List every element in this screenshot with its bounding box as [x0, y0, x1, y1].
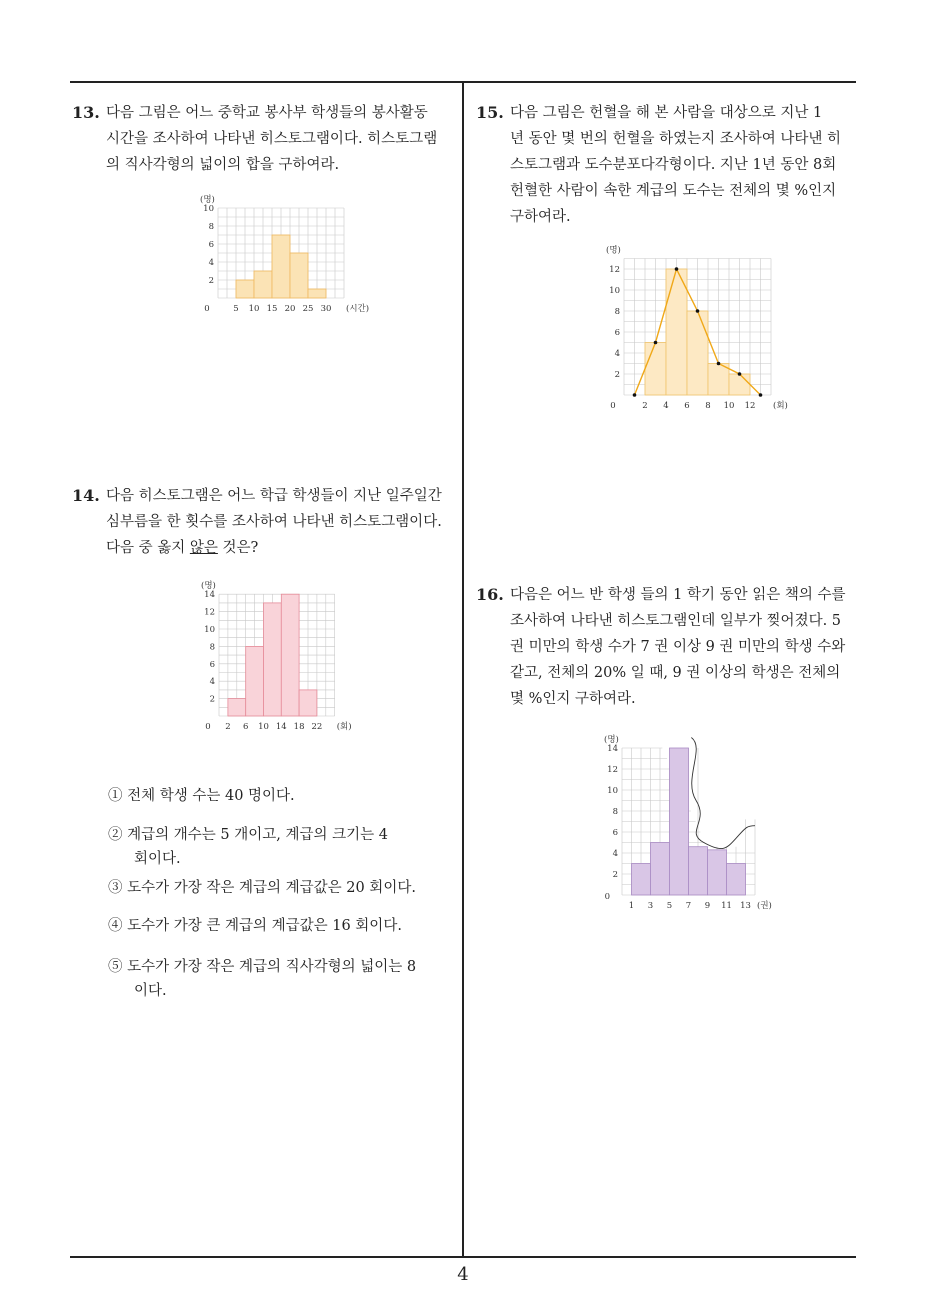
y-tick-label: 14 [204, 590, 215, 601]
y-tick-label: 2 [612, 870, 618, 880]
y-tick-label: 2 [208, 276, 214, 286]
histogram-bar [290, 253, 308, 298]
histogram-bar [708, 364, 729, 396]
x-tick-label: 10 [723, 401, 735, 411]
x-tick-label: 3 [647, 901, 654, 911]
x-tick-label: 1 [628, 901, 635, 911]
q15-histogram-polygon [590, 240, 790, 420]
y-tick-label: 12 [204, 607, 215, 618]
y-tick-label: 10 [609, 286, 620, 296]
histogram-bar [687, 311, 708, 395]
y-tick-label: 12 [609, 265, 620, 275]
y-tick-label: 6 [209, 659, 215, 670]
question-text: 다음 히스토그램은 어느 학급 학생들이 지난 일주일간 심부름을 한 횟수를 조사하여 나타낸 히스토그램이다. 다음 중 옳지 않은 것은? [106, 488, 442, 556]
histogram-bar [254, 271, 272, 298]
histogram-bar [236, 280, 254, 298]
y-tick-label: 8 [208, 222, 214, 232]
x-tick-label: 13 [740, 901, 751, 911]
x-tick-label: 2 [642, 401, 648, 411]
x-tick-label: 2 [225, 722, 231, 732]
x-tick-label: 14 [275, 722, 287, 732]
y-tick-label: 4 [612, 849, 618, 859]
option-1[interactable]: ① 전체 학생 수는 40 명이다. [108, 788, 295, 804]
polygon-point [738, 372, 742, 376]
torn-bar-remnant [708, 850, 727, 895]
y-tick-label: 10 [204, 625, 215, 635]
question-16 [476, 582, 860, 712]
histogram-bar [727, 864, 746, 896]
column-divider [462, 82, 464, 1258]
question-text: 다음은 어느 반 학생 들의 1 학기 동안 읽은 책의 수를 조사하여 나타낸 히스토그램인데 일부가 찢어졌다. 5 권 미만의 학생 수가 7 권 이상 9 권 미만의 학생 수와 같고, 전체의 20% 일 때, 9 권 이상의 학생은 전체의 몇 %인지 구하여라. [510, 587, 846, 707]
x-tick-label: 25 [302, 304, 314, 314]
x-tick-label: 4 [663, 401, 669, 411]
x-tick-label: 7 [685, 901, 692, 911]
histogram-bar [645, 343, 666, 396]
y-tick-label: 2 [614, 370, 620, 380]
x-tick-label: 22 [311, 722, 323, 732]
polygon-point [759, 393, 763, 397]
q14-histogram [195, 575, 385, 740]
x-tick-label: 6 [242, 722, 249, 732]
histogram-bar [299, 690, 317, 716]
polygon-point [717, 362, 721, 366]
option-4[interactable]: ④ 도수가 가장 큰 계급의 계급값은 16 회이다. [108, 918, 402, 934]
bottom-rule [70, 1256, 856, 1258]
x-tick-label: 0 [610, 401, 616, 411]
y-tick-label: 14 [607, 744, 618, 754]
x-tick-label: 10 [258, 722, 269, 732]
x-tick-label: 5 [666, 901, 673, 911]
x-axis-unit: (시간) [346, 304, 370, 314]
y-tick-label: 6 [612, 828, 618, 838]
q16-torn-histogram [592, 728, 792, 918]
polygon-point [675, 267, 679, 271]
y-tick-label: 4 [208, 258, 214, 268]
option-3[interactable]: ③ 도수가 가장 작은 계급의 계급값은 20 회이다. [108, 880, 416, 896]
x-tick-label: 10 [248, 304, 260, 314]
y-tick-label: 8 [614, 307, 620, 317]
histogram-bar [264, 603, 282, 716]
y-tick-label: 8 [209, 642, 215, 653]
torn-bar-remnant [689, 847, 708, 895]
polygon-point [654, 341, 658, 345]
x-axis-unit: (회) [336, 722, 352, 732]
question-text: 다음 그림은 헌혈을 해 본 사람을 대상으로 지난 1 년 동안 몇 번의 헌혈을 하였는지 조사하여 나타낸 히 스토그램과 도수분포다각형이다. 지난 1년 동안 8회 헌혈한 사람이 속한 계급의 도수는 전체의 몇 %인지 구하여라. [510, 105, 842, 225]
option-5[interactable]: ⑤ 도수가 가장 작은 계급의 직사각형의 넓이는 8 이다. [108, 959, 417, 999]
q13-histogram [190, 190, 380, 320]
question-number: 14. [72, 486, 100, 505]
x-tick-label: 15 [266, 304, 278, 314]
y-axis-unit: (명) [200, 195, 215, 205]
x-tick-label: 0 [205, 722, 211, 732]
x-tick-label: 20 [284, 304, 296, 314]
histogram-bar [670, 748, 689, 895]
y-axis-unit: (명) [606, 245, 621, 256]
x-axis-unit: (회) [773, 401, 788, 411]
polygon-point [696, 309, 700, 313]
question-number: 15. [476, 103, 504, 122]
question-15 [476, 100, 860, 230]
origin-label: 0 [604, 892, 610, 902]
y-tick-label: 10 [203, 204, 214, 214]
y-axis-unit: (명) [201, 581, 216, 592]
y-tick-label: 4 [209, 677, 215, 688]
y-tick-label: 12 [607, 765, 618, 775]
x-tick-label: 0 [204, 304, 210, 314]
question-number: 16. [476, 585, 504, 604]
y-tick-label: 4 [614, 349, 620, 359]
x-axis-unit: (권) [757, 901, 772, 911]
question-number: 13. [72, 103, 100, 122]
y-tick-label: 2 [209, 694, 215, 705]
polygon-point [633, 393, 637, 397]
x-tick-label: 12 [744, 401, 756, 411]
histogram-bar [246, 646, 264, 716]
option-2[interactable]: ② 계급의 개수는 5 개이고, 계급의 크기는 4 회이다. [108, 827, 388, 867]
histogram-bar [308, 289, 326, 298]
x-tick-label: 11 [721, 901, 732, 911]
histogram-bar [632, 864, 651, 896]
y-tick-label: 6 [208, 240, 214, 250]
histogram-bar [651, 843, 670, 896]
x-tick-label: 8 [705, 401, 711, 411]
page-number: 4 [457, 1264, 469, 1285]
histogram-bar [729, 374, 750, 395]
x-tick-label: 9 [704, 901, 711, 911]
x-tick-label: 6 [684, 401, 690, 411]
y-axis-unit: (명) [604, 735, 619, 745]
x-tick-label: 5 [233, 304, 239, 314]
question-13 [72, 100, 460, 178]
underlined-word: 않은 [189, 540, 218, 556]
x-tick-label: 18 [293, 722, 305, 732]
histogram-bar [281, 594, 299, 716]
y-tick-label: 8 [612, 807, 618, 817]
y-tick-label: 6 [614, 328, 620, 338]
x-tick-label: 30 [320, 304, 332, 314]
y-tick-label: 10 [607, 786, 618, 796]
histogram-bar [228, 699, 246, 716]
histogram-bar [666, 269, 687, 395]
question-text: 다음 그림은 어느 중학교 봉사부 학생들의 봉사활동 시간을 조사하여 나타낸 히스토그램이다. 히스토그램 의 직사각형의 넓이의 합을 구하여라. [106, 105, 438, 173]
histogram-bar [272, 235, 290, 298]
question-14 [72, 483, 460, 561]
